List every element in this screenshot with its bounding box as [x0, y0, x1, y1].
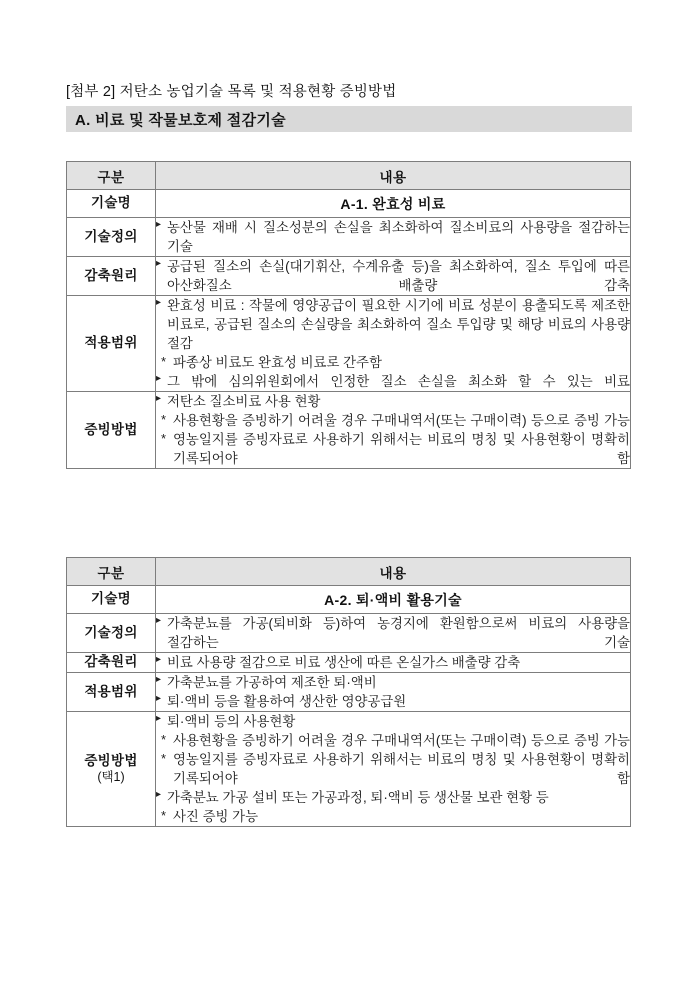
content-item-list	[156, 218, 630, 256]
asterisk-marker-icon: *	[161, 808, 167, 824]
tech-table-a1	[66, 161, 631, 469]
row-label-3	[67, 392, 156, 469]
list-item	[156, 296, 630, 353]
asterisk-marker-icon: *	[161, 751, 167, 767]
asterisk-marker-icon: *	[161, 431, 167, 447]
row-content-1	[156, 653, 631, 673]
row-label-2	[67, 673, 156, 712]
list-item-text: 공급된 질소의 손실(대기휘산, 수계유출 등)을 최소화하여, 질소 투입에 따른 아산화질소 배출량 감축	[167, 259, 630, 294]
list-item-text: 그 밖에 심의위원회에서 인정한 질소 손실을 최소화 할 수 있는 비료	[167, 374, 630, 390]
asterisk-marker-icon: *	[161, 732, 167, 748]
row-label-0	[67, 614, 156, 653]
list-item	[156, 353, 630, 372]
section-heading-text: A. 비료 및 작물보호제 절감기술	[75, 111, 286, 129]
section-heading-band	[66, 106, 632, 132]
asterisk-marker-icon: *	[161, 412, 167, 428]
row-label-0	[67, 218, 156, 257]
triangle-bullet-icon: ▸	[156, 693, 162, 705]
row-label-text: 기술정의	[84, 228, 138, 244]
row-content-3	[156, 712, 631, 827]
list-item	[156, 372, 630, 391]
table-row	[67, 296, 631, 392]
list-item	[156, 430, 630, 468]
list-item-text: 저탄소 질소비료 사용 현황	[167, 394, 321, 410]
list-item-text: 퇴·액비 등의 사용현황	[167, 714, 296, 730]
table-row	[67, 392, 631, 469]
content-item-list	[156, 653, 630, 672]
table-row	[67, 257, 631, 296]
row-content-0	[156, 218, 631, 257]
row-label-text: 적용범위	[84, 335, 138, 351]
table-row	[67, 614, 631, 653]
row-label-text: 감축원리	[84, 267, 138, 283]
table-body	[67, 162, 631, 469]
row-content-0	[156, 614, 631, 653]
asterisk-marker-icon: *	[161, 354, 167, 370]
tech-name-value: A-2. 퇴·액비 활용기술	[156, 586, 631, 614]
triangle-bullet-icon: ▸	[156, 654, 162, 666]
list-item-text: 사진 증빙 가능	[173, 809, 259, 825]
list-item-text: 영농일지를 증빙자료로 사용하기 위해서는 비료의 명칭 및 사용현황이 명확히 기록되어야 함	[173, 752, 630, 787]
triangle-bullet-icon: ▸	[156, 789, 162, 801]
list-item-text: 파종상 비료도 완효성 비료로 간주함	[173, 355, 382, 371]
list-item-text: 퇴·액비 등을 활용하여 생산한 영양공급원	[167, 694, 407, 710]
list-item	[156, 788, 630, 807]
triangle-bullet-icon: ▸	[156, 258, 162, 270]
list-item	[156, 392, 630, 411]
content-item-list	[156, 614, 630, 652]
table-row	[67, 712, 631, 827]
row-label-text: 적용범위	[84, 683, 138, 699]
table-row	[67, 673, 631, 712]
row-label-tech-name: 기술명	[67, 190, 156, 218]
content-item-list	[156, 296, 630, 391]
list-item-text: 완효성 비료 : 작물에 영양공급이 필요한 시기에 비료 성분이 용출되도록 제조한 비료로, 공급된 질소의 손실량을 최소화하여 질소 투입량 및 해당 비료의 사용량 절감	[167, 298, 630, 352]
tech-table-a2	[66, 557, 631, 827]
list-item-text: 가축분뇨 가공 설비 또는 가공과정, 퇴·액비 등 생산물 보관 현황 등	[167, 790, 549, 806]
row-content-1	[156, 257, 631, 296]
content-item-list	[156, 673, 630, 711]
tech-name-value: A-1. 완효성 비료	[156, 190, 631, 218]
content-item-list	[156, 392, 630, 468]
row-label-1	[67, 257, 156, 296]
list-item-text: 가축분뇨를 가공하여 제조한 퇴·액비	[167, 675, 377, 691]
list-item-text: 농산물 재배 시 질소성분의 손실을 최소화하여 질소비료의 사용량을 절감하는 기술	[167, 220, 630, 255]
list-item	[156, 653, 630, 672]
list-item	[156, 614, 630, 652]
table-row	[67, 190, 631, 218]
list-item	[156, 750, 630, 788]
table-header-row	[67, 558, 631, 586]
list-item	[156, 712, 630, 731]
content-item-list	[156, 257, 630, 295]
list-item	[156, 411, 630, 430]
header-cell-category: 구분	[67, 162, 156, 190]
header-cell-content: 내용	[156, 162, 631, 190]
header-cell-content: 내용	[156, 558, 631, 586]
list-item-text: 비료 사용량 절감으로 비료 생산에 따른 온실가스 배출량 감축	[167, 655, 521, 671]
list-item	[156, 731, 630, 750]
list-item-text: 사용현황을 증빙하기 어려울 경우 구매내역서(또는 구매이력) 등으로 증빙 가능	[173, 733, 630, 749]
triangle-bullet-icon: ▸	[156, 713, 162, 725]
header-cell-category: 구분	[67, 558, 156, 586]
list-item-text: 사용현황을 증빙하기 어려울 경우 구매내역서(또는 구매이력) 등으로 증빙 가능	[173, 413, 630, 429]
row-label-2	[67, 296, 156, 392]
row-label-text: 증빙방법	[84, 752, 138, 768]
row-label-3	[67, 712, 156, 827]
list-item	[156, 692, 630, 711]
list-item	[156, 673, 630, 692]
row-label-1	[67, 653, 156, 673]
row-label-text: 기술정의	[84, 624, 138, 640]
triangle-bullet-icon: ▸	[156, 674, 162, 686]
list-item	[156, 807, 630, 826]
triangle-bullet-icon: ▸	[156, 219, 162, 230]
list-item-text: 가축분뇨를 가공(퇴비화 등)하여 농경지에 환원함으로써 비료의 사용량을 절감하는 기술	[167, 616, 630, 651]
row-label-text: 증빙방법	[84, 421, 138, 437]
table-body	[67, 558, 631, 827]
row-label-sublabel: (택1)	[97, 770, 125, 785]
list-item	[156, 218, 630, 256]
list-item	[156, 257, 630, 295]
triangle-bullet-icon: ▸	[156, 297, 162, 309]
content-item-list	[156, 712, 630, 826]
row-content-3	[156, 392, 631, 469]
row-content-2	[156, 296, 631, 392]
table-row	[67, 218, 631, 257]
attachment-title: [첨부 2] 저탄소 농업기술 목록 및 적용현황 증빙방법	[66, 84, 397, 100]
row-label-text: 감축원리	[84, 654, 138, 670]
triangle-bullet-icon: ▸	[156, 373, 162, 385]
triangle-bullet-icon: ▸	[156, 615, 162, 626]
list-item-text: 영농일지를 증빙자료로 사용하기 위해서는 비료의 명칭 및 사용현황이 명확히 기록되어야 함	[173, 432, 630, 467]
triangle-bullet-icon: ▸	[156, 393, 162, 405]
table-row	[67, 653, 631, 673]
row-label-tech-name: 기술명	[67, 586, 156, 614]
table-row	[67, 586, 631, 614]
table-header-row	[67, 162, 631, 190]
row-content-2	[156, 673, 631, 712]
